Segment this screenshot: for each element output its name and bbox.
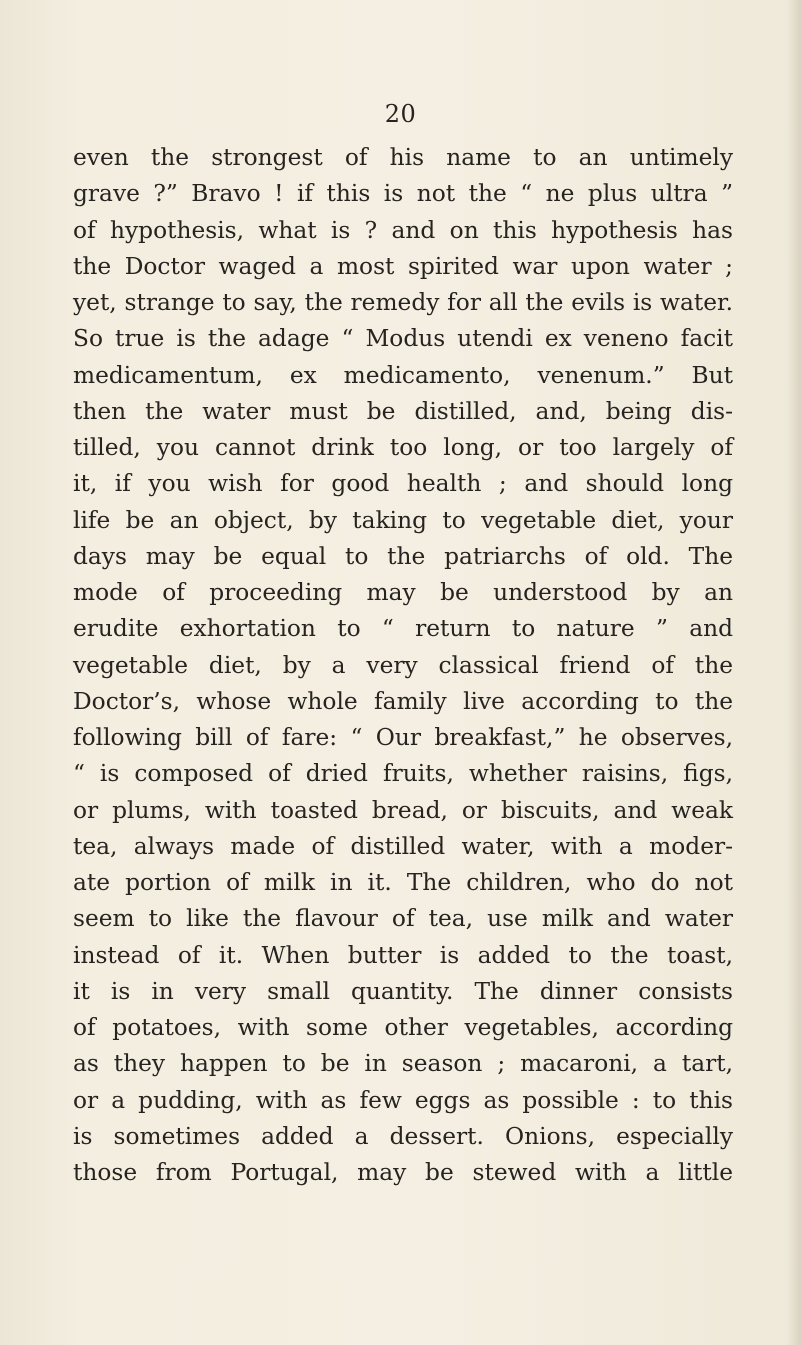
text-line: as they happen to be in season ; macaroni, a tart, — [73, 1050, 733, 1078]
page-number: 20 — [384, 100, 417, 128]
text-line: days may be equal to the patriarchs of old. The — [73, 542, 733, 570]
text-line: those from Portugal, may be stewed with a little — [73, 1159, 733, 1186]
text-line: tilled, you cannot drink too long, or too largely of — [73, 434, 733, 461]
text-line: even the strongest of his name to an untimely — [73, 144, 733, 171]
text-line: the Doctor waged a most spirited war upon water ; — [73, 252, 733, 280]
text-line: ate portion of milk in it. The children, who do not — [73, 869, 733, 896]
text-line: seem to like the flavour of tea, use milk and water — [73, 905, 733, 933]
text-line: “ is composed of dried fruits, whether raisins, figs, — [73, 760, 733, 788]
text-line: life be an object, by taking to vegetable diet, your — [73, 506, 733, 534]
text-line: or a pudding, with as few eggs as possible : to this — [73, 1086, 733, 1114]
text-line: yet, strange to say, the remedy for all the evils is water. — [73, 289, 733, 316]
page-edge-shadow — [787, 0, 801, 1345]
text-line: instead of it. When butter is added to the toast, — [73, 941, 733, 969]
text-line: is sometimes added a dessert. Onions, especially — [73, 1122, 733, 1150]
text-line: mode of proceeding may be understood by an — [73, 579, 733, 606]
text-line: tea, always made of distilled water, with a moder- — [73, 832, 733, 860]
text-line: it, if you wish for good health ; and should long — [73, 470, 733, 498]
text-line: vegetable diet, by a very classical friend of the — [73, 651, 733, 679]
text-line: grave ?” Bravo ! if this is not the “ ne plus ultra ” — [73, 180, 733, 208]
body-text — [73, 140, 733, 1191]
text-line: medicamentum, ex medicamento, venenum.” But — [73, 361, 733, 389]
text-line: it is in very small quantity. The dinner consists — [73, 977, 733, 1005]
text-line: So true is the adage “ Modus utendi ex veneno facit — [73, 325, 733, 353]
text-line: or plums, with toasted bread, or biscuits, and weak — [73, 796, 733, 824]
text-line: then the water must be distilled, and, being dis- — [73, 397, 733, 425]
text-line: of hypothesis, what is ? and on this hypothesis has — [73, 216, 733, 244]
text-line: of potatoes, with some other vegetables, according — [73, 1014, 733, 1041]
text-line: erudite exhortation to “ return to nature ” and — [73, 615, 733, 643]
text-line: Doctor’s, whose whole family live according to the — [73, 687, 733, 715]
text-line: following bill of fare: “ Our breakfast,” he observes, — [73, 724, 733, 751]
